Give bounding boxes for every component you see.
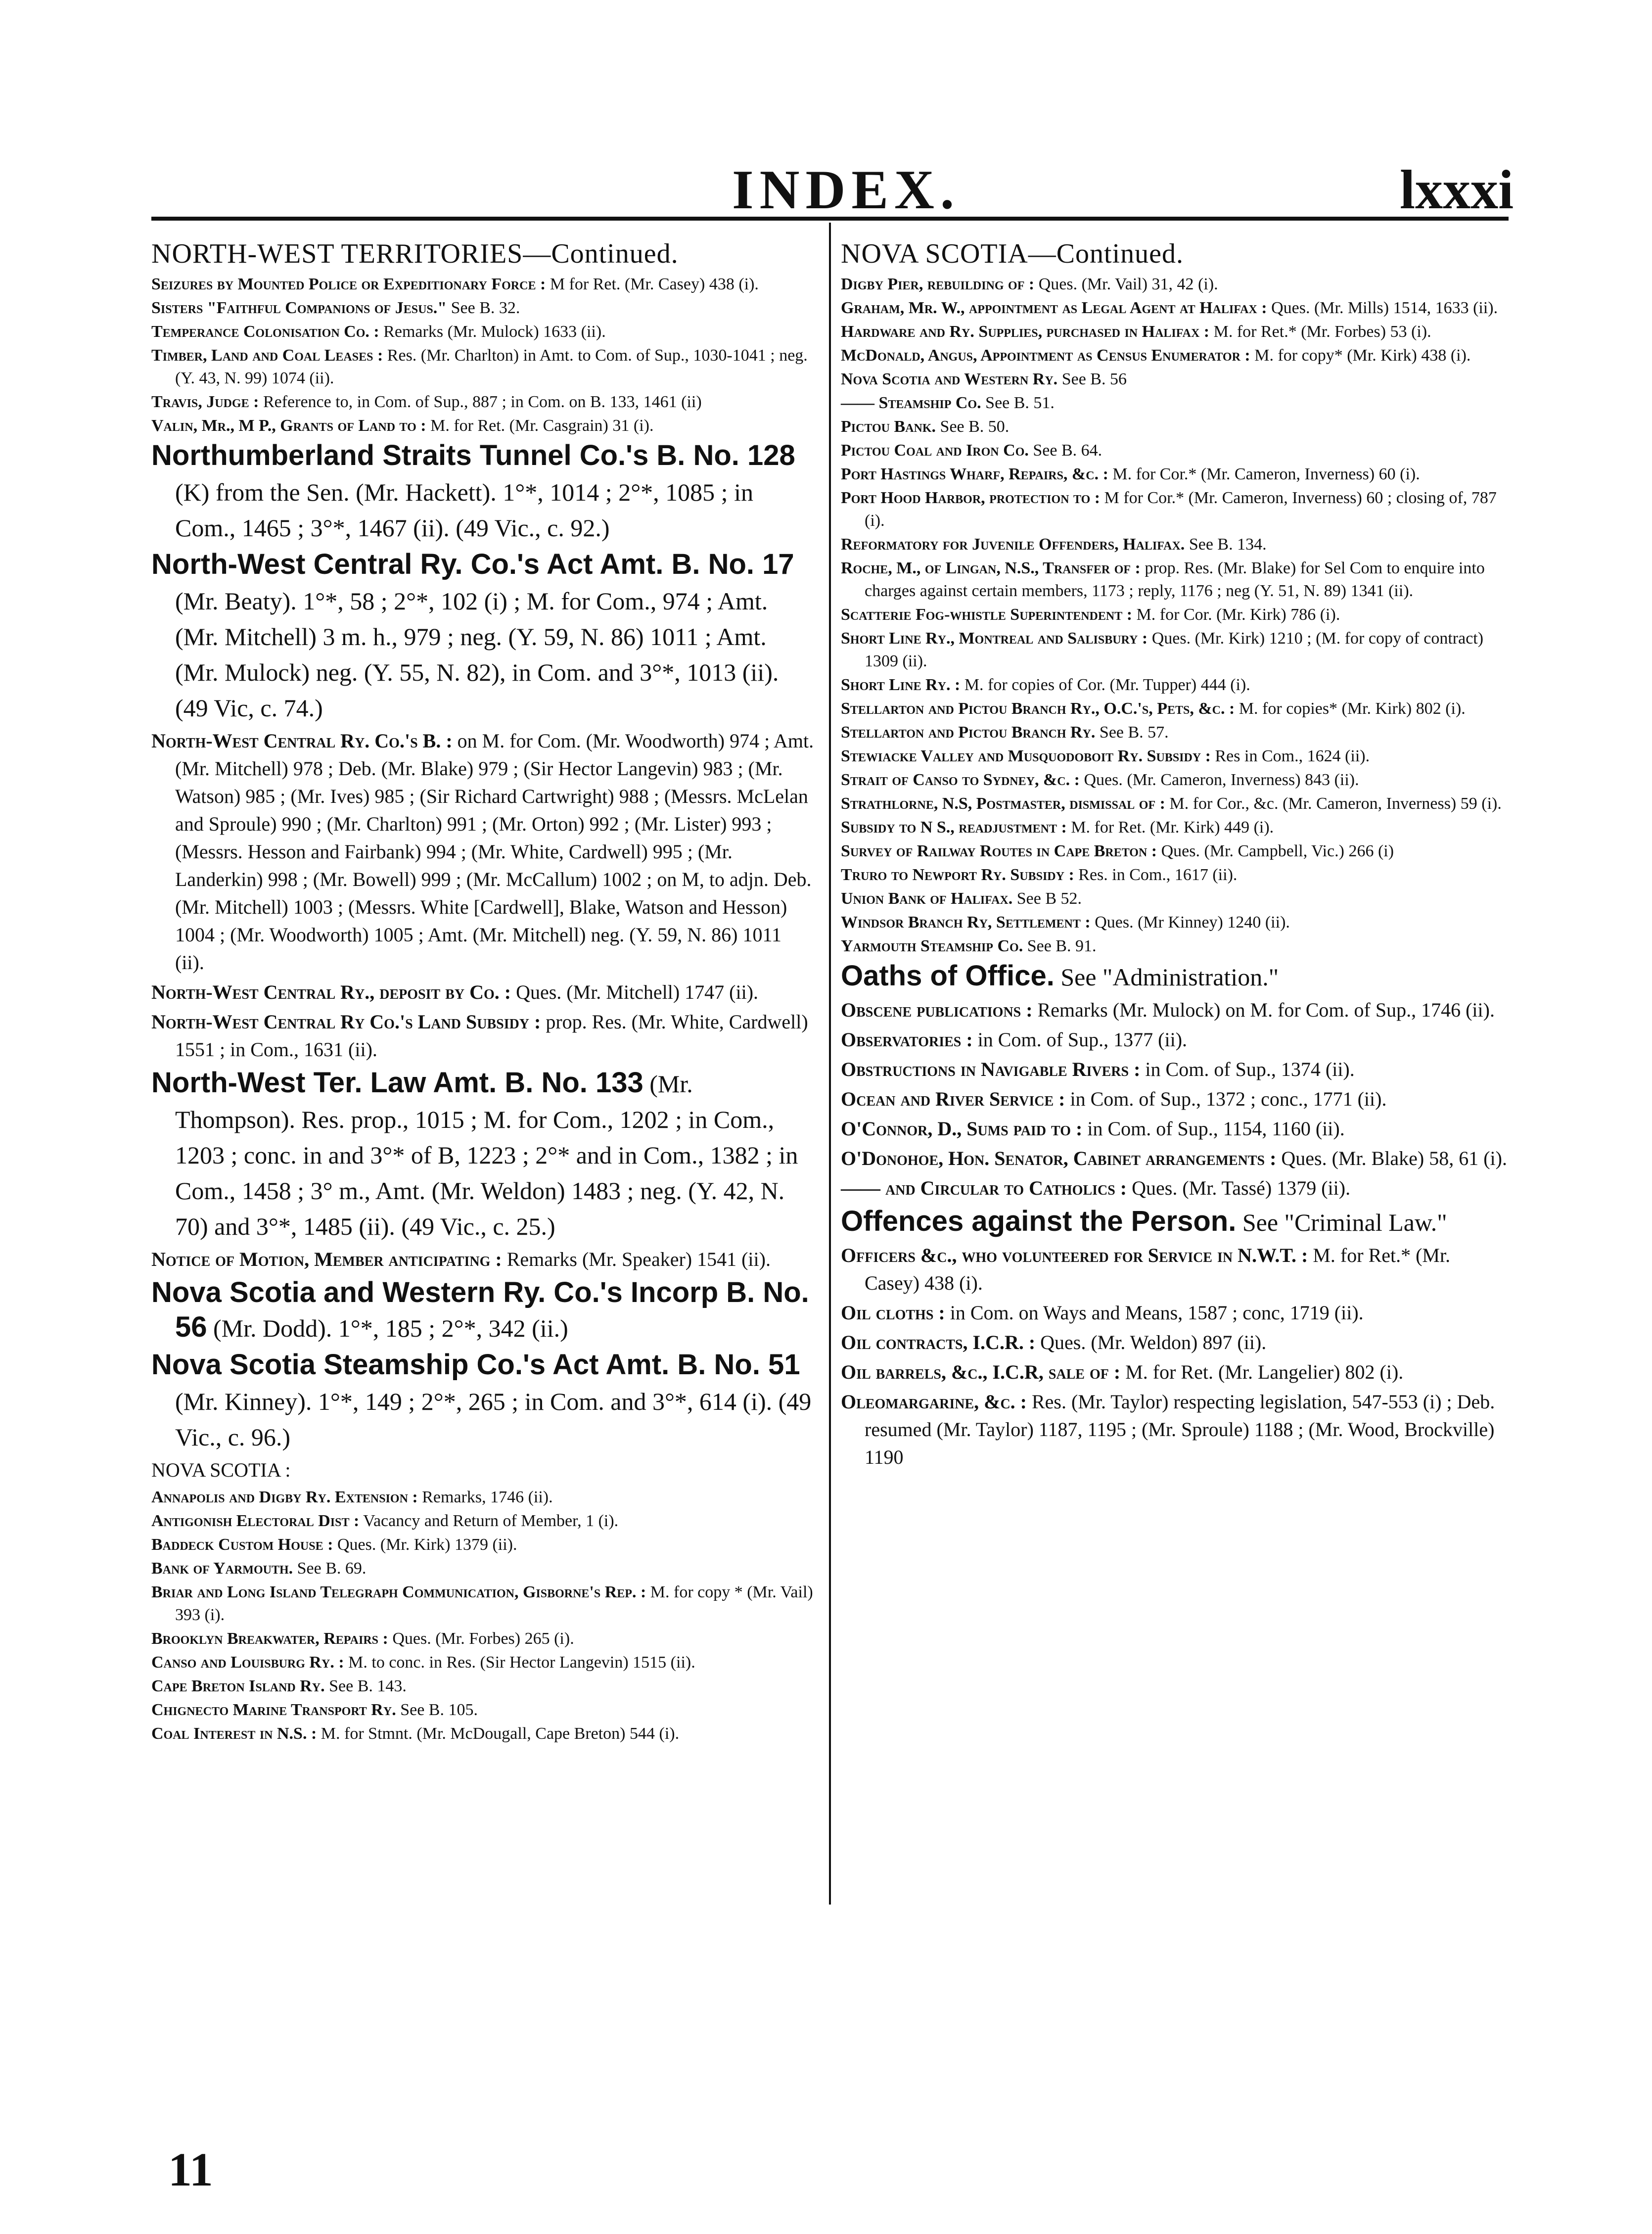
index-entry	[151, 1008, 814, 1064]
entry-references: NORTH-WEST TERRITORIES—Continued.	[151, 238, 679, 269]
entry-heading: Briar and Long Island Telegraph Communication, Gisborne's Rep. :	[151, 1583, 646, 1601]
entry-references: See "Administration."	[1054, 963, 1279, 991]
index-entry	[151, 1486, 814, 1509]
index-entry	[841, 1299, 1509, 1327]
entry-references: NOVA SCOTIA :	[151, 1459, 291, 1481]
entry-heading: Oaths of Office.	[841, 960, 1055, 992]
entry-heading: Stellarton and Pictou Branch Ry.	[841, 723, 1096, 742]
entry-references: Vacancy and Return of Member, 1 (i).	[359, 1512, 619, 1530]
entry-references: M. to conc. in Res. (Sir Hector Langevin) 1515 (ii).	[344, 1653, 695, 1672]
entry-heading: Nova Scotia and Western Ry.	[841, 370, 1058, 388]
entry-references: Reference to, in Com. of Sup., 887 ; in Com. on B. 133, 1461 (ii)	[259, 393, 702, 411]
index-entry	[841, 1026, 1509, 1054]
index-entry	[841, 1174, 1509, 1202]
entry-references: (Mr. Beaty). 1°*, 58 ; 2°*, 102 (i) ; M. for Com., 974 ; Amt. (Mr. Mitchell) 3 m. h., 979 ; neg. (Y. 59, N. 86) 1011 ; Amt. (Mr. Mulock) neg. (Y. 55, N. 82), in Com. and 3°*, 1013 (ii). (49 Vic, c. 74.)	[175, 587, 779, 722]
entry-references: prop. Res. (Mr. Blake) for Sel Com to enquire into charges against certain members, 1173 ; reply, 1176 ; neg (Y. 51, N. 89) 1341 (ii).	[865, 559, 1485, 600]
entry-references: Ques. (Mr. Blake) 58, 61 (i).	[1276, 1147, 1507, 1169]
entry-heading: Oil cloths :	[841, 1302, 945, 1324]
entry-references: Ques. (Mr. Campbell, Vic.) 266 (i)	[1157, 842, 1394, 860]
entry-references: Remarks (Mr. Mulock) 1633 (ii).	[379, 323, 606, 341]
index-entry	[841, 392, 1509, 415]
entry-references: Res. in Com., 1617 (ii).	[1074, 866, 1238, 884]
entry-references: See B. 105.	[396, 1701, 478, 1719]
index-entry	[841, 698, 1509, 720]
entry-references: See B. 51.	[981, 394, 1055, 412]
entry-heading: Yarmouth Steamship Co.	[841, 937, 1023, 955]
entry-heading: Subsidy to N S., readjustment :	[841, 818, 1067, 837]
entry-heading: Ocean and River Service :	[841, 1088, 1065, 1110]
entry-references: M. for copies of Cor. (Mr. Tupper) 444 (i).	[960, 676, 1250, 694]
index-entry	[151, 297, 814, 320]
page-number: lxxxi	[1400, 159, 1514, 221]
index-entry	[151, 1348, 814, 1454]
index-entry	[841, 1242, 1509, 1297]
index-entry	[151, 978, 814, 1006]
entry-references: in Com. of Sup., 1372 ; conc., 1771 (ii).	[1065, 1088, 1387, 1110]
entry-references: in Com. of Sup., 1377 (ii).	[972, 1028, 1188, 1051]
entry-heading: Digby Pier, rebuilding of :	[841, 275, 1035, 293]
index-entry	[841, 1145, 1509, 1172]
entry-heading: Obstructions in Navigable Rivers :	[841, 1058, 1141, 1080]
entry-references: prop. Res. (Mr. White, Cardwell) 1551 ; in Com., 1631 (ii).	[175, 1011, 808, 1061]
entry-references: See B. 64.	[1028, 441, 1102, 460]
entry-references: See B 52.	[1012, 889, 1082, 908]
entry-heading: Obscene publications :	[841, 999, 1033, 1021]
entry-heading: Valin, Mr., M P., Grants of Land to :	[151, 417, 426, 435]
entry-references: M for Ret. (Mr. Casey) 438 (i).	[546, 275, 759, 293]
entry-references: M. for Ret. (Mr. Kirk) 449 (i).	[1066, 818, 1274, 837]
index-entry	[151, 273, 814, 296]
left-column	[151, 237, 814, 1746]
signature-mark: 11	[168, 2143, 213, 2196]
index-entry	[841, 416, 1509, 438]
entry-references: Ques. (Mr. Mitchell) 1747 (ii).	[511, 981, 759, 1003]
index-entry	[151, 438, 814, 545]
column-divider	[829, 223, 831, 1905]
entry-references: Remarks, 1746 (ii).	[417, 1488, 553, 1506]
index-entry	[151, 391, 814, 414]
entry-references: Ques. (Mr. Kirk) 1379 (ii).	[333, 1536, 517, 1554]
header-rule	[151, 217, 1509, 221]
entry-heading: Stewiacke Valley and Musquodoboit Ry. Subsidy :	[841, 747, 1211, 765]
entry-references: (K) from the Sen. (Mr. Hackett). 1°*, 1014 ; 2°*, 1085 ; in Com., 1465 ; 3°*, 1467 (ii). (49 Vic., c. 92.)	[175, 478, 753, 542]
index-entry	[841, 1056, 1509, 1083]
entry-heading: Observatories :	[841, 1028, 973, 1051]
entry-heading: Pictou Bank.	[841, 418, 936, 436]
entry-references: See B. 56	[1057, 370, 1127, 388]
index-entry	[151, 1275, 814, 1346]
entry-heading: Cape Breton Island Ry.	[151, 1677, 325, 1695]
index-entry	[151, 547, 814, 725]
index-entry	[151, 415, 814, 437]
entry-heading: Windsor Branch Ry, Settlement :	[841, 913, 1091, 931]
index-entry	[841, 769, 1509, 791]
entry-references: See B. 32.	[447, 299, 520, 317]
entry-references: Remarks (Mr. Mulock) on M. for Com. of Sup., 1746 (ii).	[1032, 999, 1495, 1021]
index-entry	[841, 1358, 1509, 1386]
entry-heading: Bank of Yarmouth.	[151, 1559, 293, 1578]
entry-references: M. for Cor. (Mr. Kirk) 786 (i).	[1132, 605, 1340, 624]
index-entry	[841, 959, 1509, 994]
entry-references: Ques. (Mr Kinney) 1240 (ii).	[1090, 913, 1290, 931]
index-entry	[841, 344, 1509, 367]
entry-references: M. for Ret.* (Mr. Forbes) 53 (i).	[1209, 323, 1431, 341]
entry-heading: Scatterie Fog-whistle Superintendent :	[841, 605, 1133, 624]
entry-heading: Seizures by Mounted Police or Expeditionary Force :	[151, 275, 546, 293]
index-entry	[151, 1628, 814, 1650]
entry-references: Ques. (Mr. Forbes) 265 (i).	[388, 1629, 574, 1648]
page-title: INDEX.	[732, 159, 960, 221]
entry-references: M. for Ret. (Mr. Langelier) 802 (i).	[1120, 1361, 1404, 1383]
index-entry	[151, 321, 814, 343]
entry-heading: Brooklyn Breakwater, Repairs :	[151, 1629, 388, 1648]
entry-heading: Officers &c., who volunteered for Service in N.W.T. :	[841, 1244, 1308, 1266]
index-entry	[841, 674, 1509, 697]
entry-heading: O'Connor, D., Sums paid to :	[841, 1117, 1083, 1140]
index-entry	[841, 1085, 1509, 1113]
entry-heading: Nova Scotia Steamship Co.'s Act Amt. B. No. 51	[151, 1349, 800, 1381]
index-entry	[151, 1557, 814, 1580]
entry-heading: North-West Central Ry., deposit by Co. :	[151, 981, 511, 1003]
entry-references: Ques. (Mr. Mills) 1514, 1633 (ii).	[1267, 299, 1498, 317]
entry-references: (Mr. Kinney). 1°*, 149 ; 2°*, 265 ; in Com. and 3°*, 614 (i). (49 Vic., c. 96.)	[175, 1388, 812, 1451]
entry-heading: O'Donohoe, Hon. Senator, Cabinet arrangements :	[841, 1147, 1277, 1169]
entry-heading: Roche, M., of Lingan, N.S., Transfer of :	[841, 559, 1141, 577]
entry-heading: Travis, Judge :	[151, 393, 259, 411]
index-entry	[841, 533, 1509, 556]
entry-heading: —— and Circular to Catholics :	[841, 1177, 1127, 1199]
entry-references: Res in Com., 1624 (ii).	[1211, 747, 1370, 765]
index-entry	[841, 935, 1509, 958]
entry-heading: Port Hood Harbor, protection to :	[841, 489, 1101, 507]
index-entry	[841, 721, 1509, 744]
index-entry	[841, 1204, 1509, 1240]
index-entry	[841, 321, 1509, 343]
index-entry	[841, 1388, 1509, 1471]
index-entry	[151, 1675, 814, 1698]
index-entry	[841, 627, 1509, 673]
index-entry	[841, 745, 1509, 768]
entry-references: M. for copy * (Mr. Vail) 393 (i).	[175, 1583, 813, 1624]
index-entry	[151, 1534, 814, 1556]
entry-references: M. for copy* (Mr. Kirk) 438 (i).	[1250, 346, 1471, 365]
entry-references: See B. 91.	[1023, 937, 1097, 955]
index-entry	[841, 1115, 1509, 1143]
index-entry	[151, 1246, 814, 1273]
entry-references: NOVA SCOTIA—Continued.	[841, 238, 1184, 269]
entry-heading: Chignecto Marine Transport Ry.	[151, 1701, 396, 1719]
entry-heading: Notice of Motion, Member anticipating :	[151, 1248, 502, 1270]
entry-heading: Strait of Canso to Sydney, &c. :	[841, 771, 1080, 789]
entry-heading: Coal Interest in N.S. :	[151, 1724, 317, 1743]
entry-heading: Canso and Louisburg Ry. :	[151, 1653, 344, 1672]
index-entry	[151, 1510, 814, 1533]
index-entry	[841, 887, 1509, 910]
index-entry	[151, 1581, 814, 1627]
entry-heading: Sisters "Faithful Companions of Jesus."	[151, 299, 447, 317]
index-entry	[841, 487, 1509, 532]
index-entry	[841, 911, 1509, 934]
entry-references: Remarks (Mr. Speaker) 1541 (ii).	[502, 1248, 771, 1270]
entry-references: M. for Cor., &c. (Mr. Cameron, Inverness) 59 (i).	[1165, 794, 1502, 813]
entry-references: See B. 50.	[936, 418, 1010, 436]
index-entry	[151, 1699, 814, 1722]
entry-references: Ques. (Mr. Kirk) 1210 ; (M. for copy of contract) 1309 (ii).	[865, 629, 1484, 670]
entry-heading: Oil contracts, I.C.R. :	[841, 1331, 1036, 1353]
entry-references: Res. (Mr. Taylor) respecting legislation, 547-553 (i) ; Deb. resumed (Mr. Taylor) 1187, 1195 ; (Mr. Sproule) 1188 ; (Mr. Wood, Brockville) 1190	[865, 1391, 1495, 1468]
entry-heading: Port Hastings Wharf, Repairs, &c. :	[841, 465, 1108, 483]
entry-references: See B. 69.	[293, 1559, 367, 1578]
entry-heading: North-West Central Ry Co.'s Land Subsidy :	[151, 1011, 541, 1033]
entry-heading: North-West Ter. Law Amt. B. No. 133	[151, 1067, 643, 1099]
entry-references: Ques. (Mr. Weldon) 897 (ii).	[1035, 1331, 1267, 1353]
entry-references: Ques. (Mr. Vail) 31, 42 (i).	[1034, 275, 1218, 293]
entry-heading: Strathlorne, N.S, Postmaster, dismissal of :	[841, 794, 1165, 813]
index-entry	[151, 1456, 814, 1484]
entry-heading: Hardware and Ry. Supplies, purchased in Halifax :	[841, 323, 1210, 341]
entry-heading: North-West Central Ry. Co.'s Act Amt. B. No. 17	[151, 548, 794, 580]
index-entry	[151, 237, 814, 270]
entry-heading: Survey of Railway Routes in Cape Breton :	[841, 842, 1157, 860]
index-entry	[151, 1651, 814, 1674]
index-entry	[841, 237, 1509, 270]
entry-heading: Northumberland Straits Tunnel Co.'s B. No. 128	[151, 439, 795, 471]
entry-heading: —— Steamship Co.	[841, 394, 981, 412]
entry-heading: Annapolis and Digby Ry. Extension :	[151, 1488, 418, 1506]
entry-references: in Com. on Ways and Means, 1587 ; conc, 1719 (ii).	[945, 1302, 1364, 1324]
entry-heading: Pictou Coal and Iron Co.	[841, 441, 1029, 460]
entry-references: Res. (Mr. Charlton) in Amt. to Com. of Sup., 1030-1041 ; neg. (Y. 43, N. 99) 1074 (ii).	[175, 346, 808, 387]
entry-references: M. for Ret.* (Mr. Casey) 438 (i).	[865, 1244, 1451, 1294]
index-entry	[151, 1066, 814, 1244]
entry-references: (Mr. Dodd). 1°*, 185 ; 2°*, 342 (ii.)	[207, 1314, 568, 1342]
index-entry	[841, 439, 1509, 462]
index-entry	[151, 727, 814, 977]
entry-references: in Com. of Sup., 1154, 1160 (ii).	[1082, 1117, 1345, 1140]
page-header	[0, 148, 1652, 221]
entry-references: See B. 57.	[1095, 723, 1169, 742]
entry-references: Ques. (Mr. Tassé) 1379 (ii).	[1127, 1177, 1351, 1199]
index-entry	[841, 840, 1509, 863]
entry-references: (Mr. Thompson). Res. prop., 1015 ; M. for Com., 1202 ; in Com., 1203 ; conc. in and 3°* of B, 1223 ; 2°* and in Com., 1382 ; in Com., 1458 ; 3° m., Amt. (Mr. Weldon) 1483 ; neg. (Y. 42, N. 70) and 3°*, 1485 (ii). (49 Vic., c. 25.)	[175, 1070, 798, 1240]
entry-heading: Short Line Ry. :	[841, 676, 961, 694]
entry-heading: Oleomargarine, &c. :	[841, 1391, 1027, 1413]
entry-references: M. for Ret. (Mr. Casgrain) 31 (i).	[426, 417, 654, 435]
entry-references: M. for Stmnt. (Mr. McDougall, Cape Breton) 544 (i).	[317, 1724, 680, 1743]
entry-heading: Antigonish Electoral Dist :	[151, 1512, 360, 1530]
entry-references: See "Criminal Law."	[1236, 1209, 1447, 1236]
entry-heading: Nova Scotia and Western Ry. Co.'s Incorp B. No. 56	[151, 1276, 809, 1343]
entry-heading: Truro to Newport Ry. Subsidy :	[841, 866, 1074, 884]
entry-heading: Baddeck Custom House :	[151, 1536, 333, 1554]
entry-heading: North-West Central Ry. Co.'s B. :	[151, 730, 453, 752]
entry-heading: Stellarton and Pictou Branch Ry., O.C.'s, Pets, &c. :	[841, 699, 1235, 718]
entry-references: in Com. of Sup., 1374 (ii).	[1140, 1058, 1355, 1080]
index-entry	[841, 368, 1509, 391]
index-entry	[841, 996, 1509, 1024]
index-entry	[841, 557, 1509, 603]
index-entry	[841, 297, 1509, 320]
entry-heading: Oil barrels, &c., I.C.R, sale of :	[841, 1361, 1121, 1383]
index-entry	[841, 816, 1509, 839]
entry-references: See B. 134.	[1185, 535, 1267, 554]
entry-references: See B. 143.	[324, 1677, 407, 1695]
entry-heading: Short Line Ry., Montreal and Salisbury :	[841, 629, 1148, 648]
index-entry	[841, 604, 1509, 626]
index-entry	[841, 273, 1509, 296]
entry-heading: Reformatory for Juvenile Offenders, Halifax.	[841, 535, 1185, 554]
entry-references: Ques. (Mr. Cameron, Inverness) 843 (ii).	[1079, 771, 1359, 789]
index-entry	[841, 864, 1509, 886]
entry-heading: Timber, Land and Coal Leases :	[151, 346, 383, 365]
entry-heading: Temperance Colonisation Co. :	[151, 323, 379, 341]
index-entry	[841, 1329, 1509, 1356]
entry-heading: Graham, Mr. W., appointment as Legal Agent at Halifax :	[841, 299, 1267, 317]
entry-references: M. for copies* (Mr. Kirk) 802 (i).	[1235, 699, 1466, 718]
index-entry	[151, 1722, 814, 1745]
entry-references: M. for Cor.* (Mr. Cameron, Inverness) 60 (i).	[1108, 465, 1420, 483]
index-entry	[841, 463, 1509, 486]
entry-heading: McDonald, Angus, Appointment as Census Enumerator :	[841, 346, 1250, 365]
entry-heading: Offences against the Person.	[841, 1205, 1237, 1237]
entry-references: on M. for Com. (Mr. Woodworth) 974 ; Amt. (Mr. Mitchell) 978 ; Deb. (Mr. Blake) 979 ; (Sir Hector Langevin) 983 ; (Mr. Watson) 985 ; (Mr. Ives) 985 ; (Sir Richard Cartwright) 988 ; (Messrs. McLelan and Sproule) 990 ; (Mr. Charlton) 991 ; (Mr. Orton) 992 ; (Mr. Lister) 993 ; (Messrs. Hesson and Fairbank) 994 ; (Mr. White, Cardwell) 995 ; (Mr. Landerkin) 998 ; (Mr. Bowell) 999 ; (Mr. McCallum) 1002 ; on M, to adjn. Deb. (Mr. Mitchell) 1003 ; (Messrs. White [Cardwell], Blake, Watson and Hesson) 1004 ; (Mr. Woodworth) 1005 ; Amt. (Mr. Mitchell) neg. (Y. 59, N. 86) 1011 (ii).	[175, 730, 814, 974]
entry-references: M for Cor.* (Mr. Cameron, Inverness) 60 ; closing of, 787 (i).	[865, 489, 1497, 530]
index-entry	[151, 344, 814, 390]
entry-heading: Union Bank of Halifax.	[841, 889, 1013, 908]
right-column	[841, 237, 1509, 1473]
index-entry	[841, 792, 1509, 815]
